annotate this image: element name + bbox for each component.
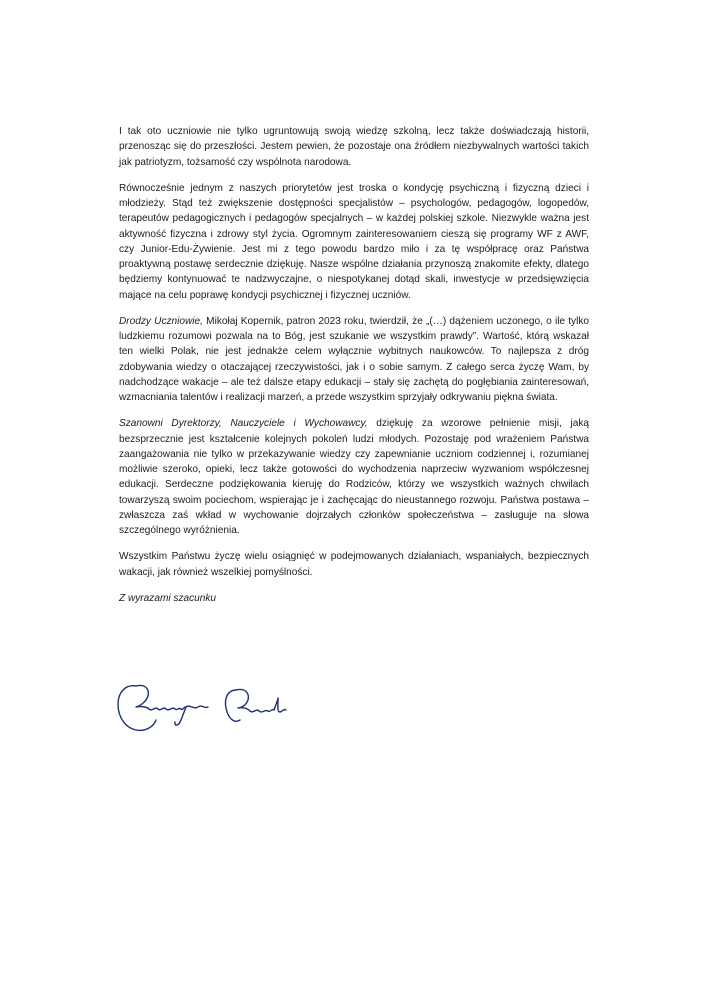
paragraph-teachers	[119, 416, 589, 538]
paragraph-history: I tak oto uczniowie nie tylko ugruntowują swoją wiedzę szkolną, lecz także doświadczają historii, przenosząc się do przeszłości. Jestem pewien, że pozostaje ona źródłem niezbywalnych wartości takich jak patriotyzm, tożsamość czy wspólnota narodowa.	[119, 126, 589, 168]
salutation-teachers: Szanowni Dyrektorzy, Nauczyciele i Wychowawcy,	[119, 418, 368, 430]
paragraph-wishes: Wszystkim Państwu życzę wielu osiągnięć w podejmowanych działaniach, wspaniałych, bezpiecznych wakacji, jak również wszelkiej pomyślności.	[119, 551, 589, 578]
paragraph-students	[119, 314, 589, 406]
salutation-students: Drodzy Uczniowie,	[119, 315, 203, 327]
closing-formula: Z wyrazami szacunku	[119, 592, 217, 604]
paragraph-students-text: Mikołaj Kopernik, patron 2023 roku, twierdził, że „(…) dążeniem uczonego, o ile tylko ludzkiemu rozumowi pozwala na to Bóg, jest szukanie we wszystkim prawdy”. Wartość, którą wskazał ten wielki Polak, nie jest jednakże celem wyłącznie wybitnych naukowców. To najlepsza z dróg zdobywania wiedzy o otaczającej rzeczywistości, jak i o sobie samym. Z całego serca życzę Wam, by nadchodzące wakacje – ale też dalsze etapy edukacji – stały się zachętą do pogłębiania zainteresowań, wzmacniania talentów i realizacji marzeń, a przede wszystkim sprzyjały odkrywaniu piękna świata.	[119, 315, 589, 403]
paragraph-health: Równocześnie jednym z naszych priorytetów jest troska o kondycję psychiczną i fizyczną dzieci i młodzieży. Stąd też zwiększenie dostępności specjalistów – psychologów, pedagogów, logopedów, terapeutów pedagogicznych i pedagogów specjalnych – w każdej polskiej szkole. Niezwykle ważna jest aktywność fizyczna i zdrowy styl życia. Ogromnym zainteresowaniem cieszą się programy WF z AWF, czy Junior-Edu-Żywienie. Jest mi z tego powodu bardzo miło i za tę współpracę oraz Państwa proaktywną postawę serdecznie dziękuję. Nasze wspólne działania przynoszą znakomite efekty, dlatego będziemy kontynuować te nadzwyczajne, o niespotykanej dotąd skali, inwestycje w przedsięwzięcia mające na celu poprawę kondycji psychicznej i fizycznej uczniów.	[119, 182, 589, 301]
letter-body	[119, 124, 589, 606]
handwritten-signature	[114, 676, 304, 738]
paragraph-teachers-text: dziękuję za wzorowe pełnienie misji, jaką bezsprzecznie jest kształcenie kolejnych pokoleń ludzi młodych. Pozostaję pod wrażeniem Państwa zaangażowania nie tylko w przekazywanie wiedzy czy zapewnianie uczniom codziennej i, rozumianej możliwie szeroko, opieki, lecz także gotowości do wychodzenia naprzeciw wyzwaniom współczesnej edukacji. Serdeczne podziękowania kieruję do Rodziców, którzy we wszystkich ważnych chwilach towarzyszą swoim pociechom, wspierając je i zachęcając do nieustannego rozwoju. Państwa postawa – zwłaszcza zaś wkład w wychowanie dojrzałych członków społeczeństwa – zasługuje na słowa szczególnego wyróżnienia.	[119, 418, 589, 536]
